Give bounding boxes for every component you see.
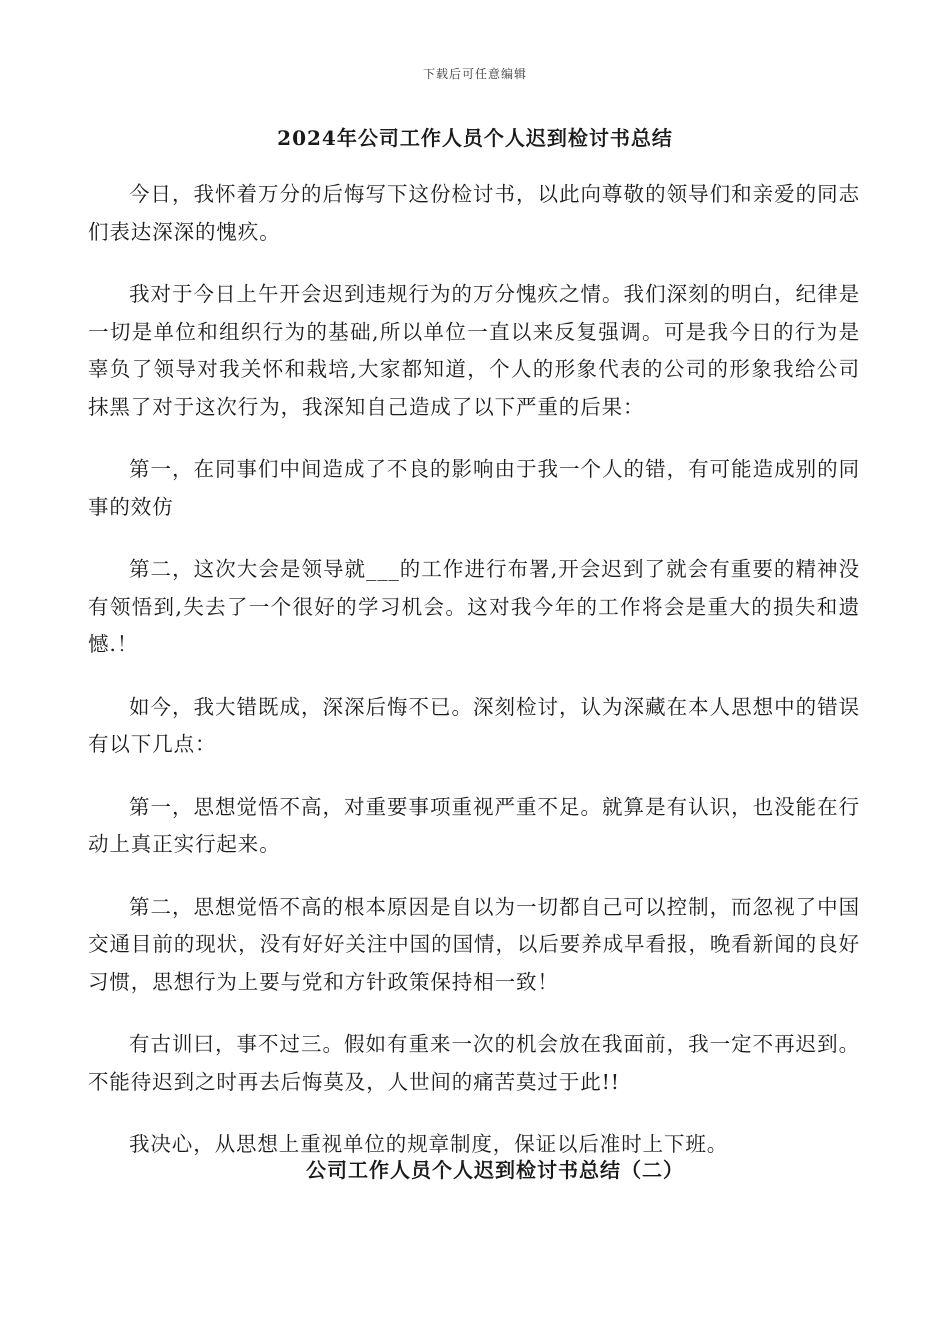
paragraph: 我决心，从思想上重视单位的规章制度，保证以后准时上下班。 [129,1132,729,1156]
paragraph: 有古训曰，事不过三。假如有重来一次的机会放在我面前，我一定不再迟到。不能待迟到之时再去后悔莫及，人世间的痛苦莫过于此!! [88,1032,860,1094]
section-title: 公司工作人员个人迟到检讨书总结（二） [306,1158,684,1182]
paragraph: 第二，思想觉悟不高的根本原因是自以为一切都自己可以控制，而忽视了中国交通目前的现状，没有好好关注中国的国情，以后要养成早看报，晚看新闻的良好习惯，思想行为上要与党和方针政策保持相一致！ [88,894,860,994]
paragraph: 如今，我大错既成，深深后悔不已。深刻检讨，认为深藏在本人思想中的错误有以下几点： [88,694,860,756]
paragraph: 我对于今日上午开会迟到违规行为的万分愧疚之情。我们深刻的明白，纪律是一切是单位和组织行为的基础,所以单位一直以来反复强调。可是我今日的行为是辜负了领导对我关怀和栽培,大家都知道，个人的形象代表的公司的形象我给公司抹黑了对于这次行为，我深知自己造成了以下严重的后果： [88,282,860,419]
header-note: 下载后可任意编辑 [422,67,527,81]
document-body [88,176,860,1189]
paragraph: 第二，这次大会是领导就___的工作进行布署,开会迟到了就会有重要的精神没有领悟到,失去了一个很好的学习机会。这对我今年的工作将会是重大的损失和遗憾.！ [88,557,860,656]
paragraph: 今日，我怀着万分的后悔写下这份检讨书，以此向尊敬的领导们和亲爱的同志们表达深深的愧疚。 [88,182,860,244]
document-title: 2024年公司工作人员个人迟到检讨书总结 [277,126,673,150]
paragraph: 第一，在同事们中间造成了不良的影响由于我一个人的错，有可能造成别的同事的效仿 [88,457,860,519]
paragraph: 第一，思想觉悟不高，对重要事项重视严重不足。就算是有认识，也没能在行动上真正实行起来。 [88,794,860,856]
